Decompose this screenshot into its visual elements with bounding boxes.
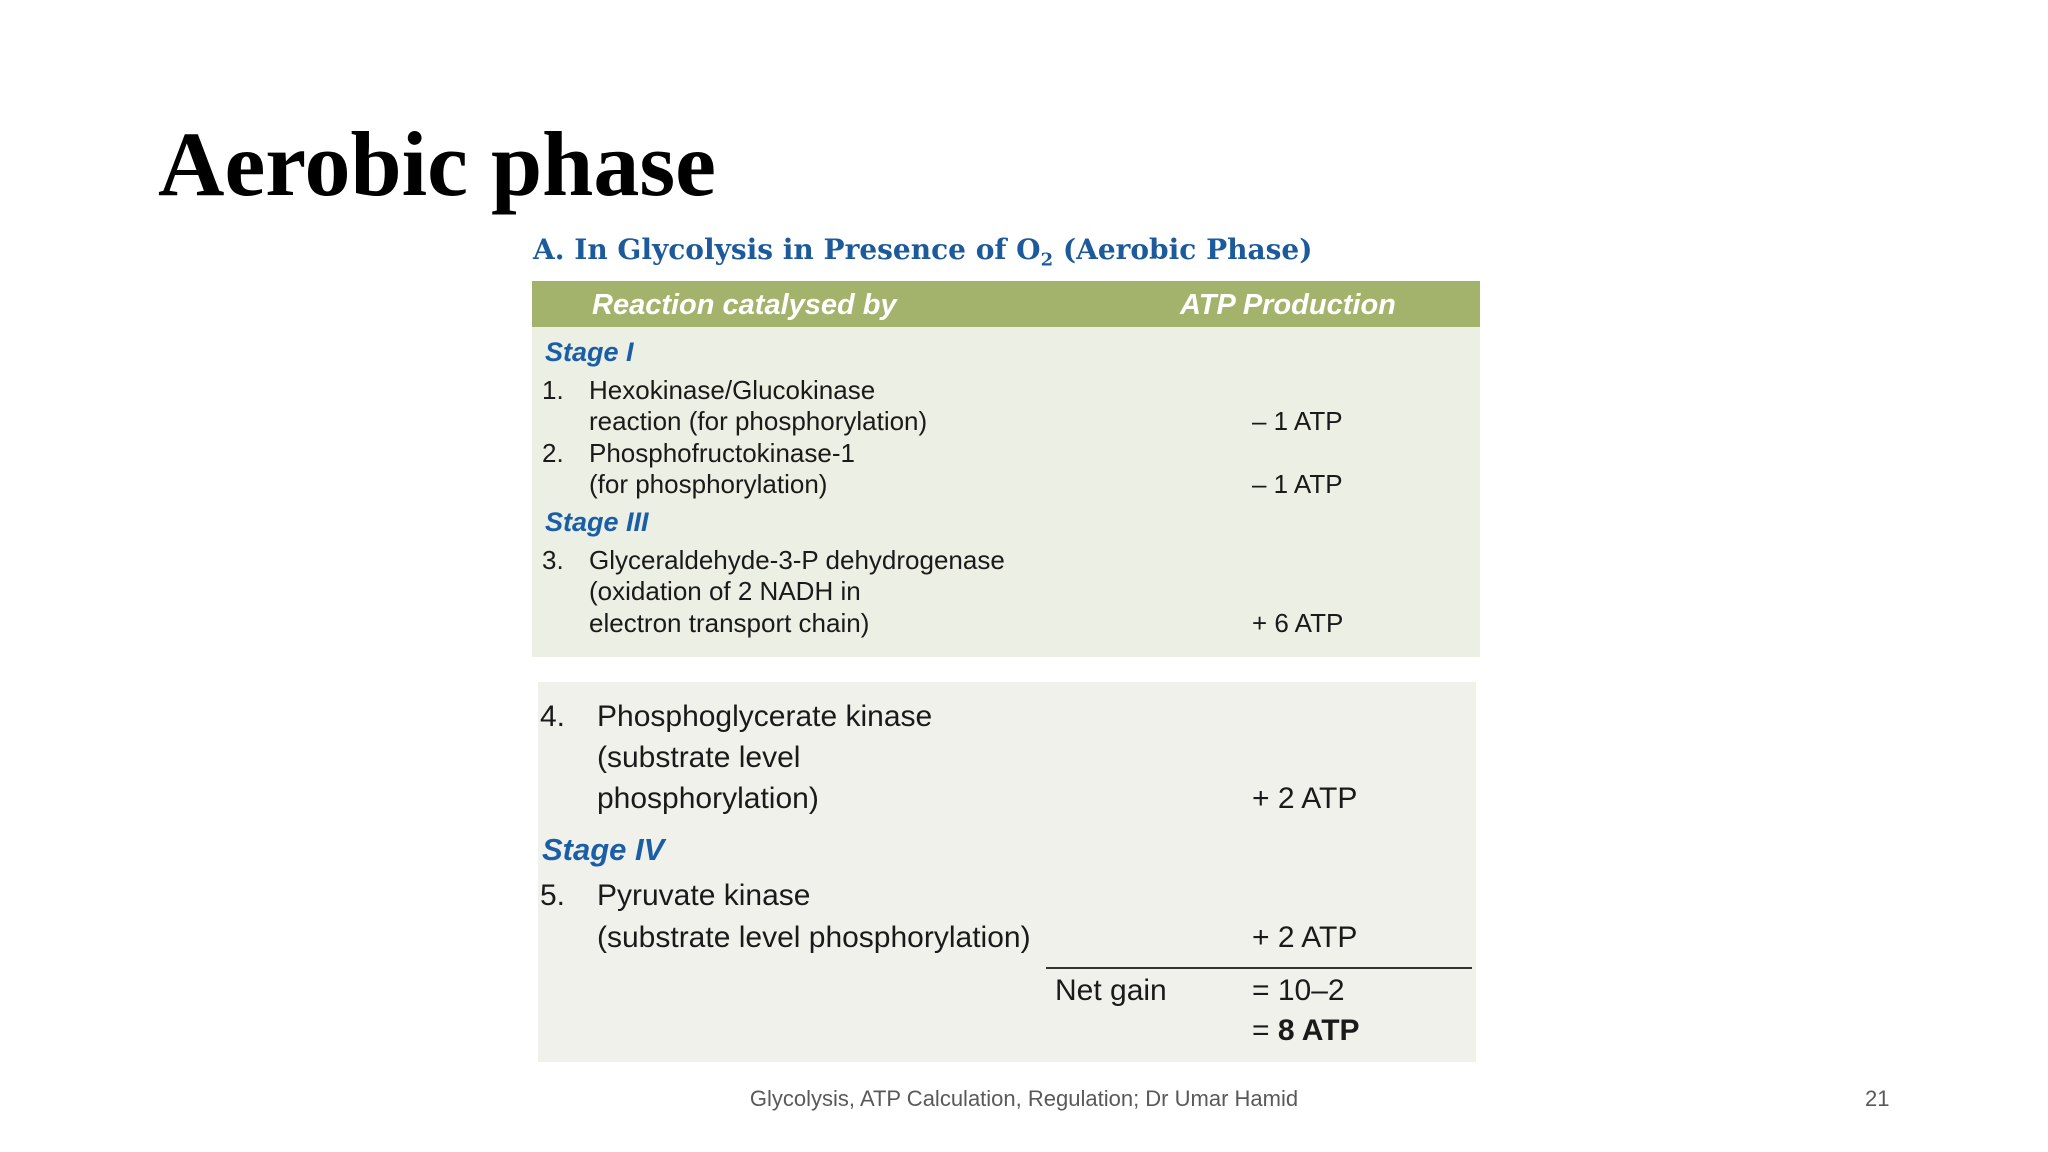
row-number: 3. <box>542 545 564 575</box>
atp-value: – 1 ATP <box>1252 469 1343 499</box>
table-header-row <box>532 281 1480 327</box>
net-gain-equals: = <box>1252 1014 1278 1047</box>
net-gain-label: Net gain <box>1055 974 1167 1007</box>
reaction-text: Phosphoglycerate kinase <box>597 700 933 733</box>
table-heading-subscript: 2 <box>1040 249 1054 271</box>
reaction-table-part-2 <box>538 682 1476 1062</box>
row-number: 4. <box>540 700 566 733</box>
reaction-text: Phosphofructokinase-1 <box>589 438 855 468</box>
reaction-text: reaction (for phosphorylation) <box>589 406 928 436</box>
reaction-text: Hexokinase/Glucokinase <box>589 375 876 405</box>
net-gain-value: 8 ATP <box>1277 1014 1360 1047</box>
atp-value: + 2 ATP <box>1252 782 1358 815</box>
slide-title: Aerobic phase <box>158 113 716 215</box>
table-heading <box>533 233 1312 271</box>
row-number: 2. <box>542 438 564 468</box>
row-number: 5. <box>540 879 566 912</box>
reaction-text: (oxidation of 2 NADH in <box>589 576 861 606</box>
table-heading-suffix: (Aerobic Phase) <box>1053 233 1313 266</box>
atp-value: + 2 ATP <box>1252 921 1358 954</box>
reaction-text: electron transport chain) <box>589 608 870 638</box>
reaction-text: Glyceraldehyde-3-P dehydrogenase <box>589 545 1005 575</box>
reaction-text: (for phosphorylation) <box>589 469 828 499</box>
stage-label: Stage I <box>545 337 634 367</box>
reaction-text: (substrate level <box>597 741 801 774</box>
page-number: 21 <box>1865 1086 1890 1111</box>
row-number: 1. <box>542 375 564 405</box>
reaction-text: Pyruvate kinase <box>597 879 811 912</box>
atp-value: – 1 ATP <box>1252 406 1343 436</box>
net-gain-calculation: = 10–2 <box>1252 974 1345 1007</box>
table-heading-prefix: A. In Glycolysis in Presence of O <box>533 233 1041 266</box>
stage-label: Stage III <box>545 507 649 537</box>
reaction-text: (substrate level phosphorylation) <box>597 921 1031 954</box>
sum-divider <box>1046 967 1472 969</box>
reaction-text: phosphorylation) <box>597 782 819 815</box>
slide-footer: Glycolysis, ATP Calculation, Regulation; Dr Umar Hamid <box>749 1086 1299 1111</box>
column-header-atp: ATP Production <box>1180 289 1396 321</box>
stage-label: Stage IV <box>542 832 665 867</box>
column-header-reaction: Reaction catalysed by <box>592 289 897 321</box>
net-gain-total <box>1252 1014 1360 1048</box>
reaction-table-part-1 <box>532 281 1480 657</box>
atp-value: + 6 ATP <box>1252 608 1344 638</box>
